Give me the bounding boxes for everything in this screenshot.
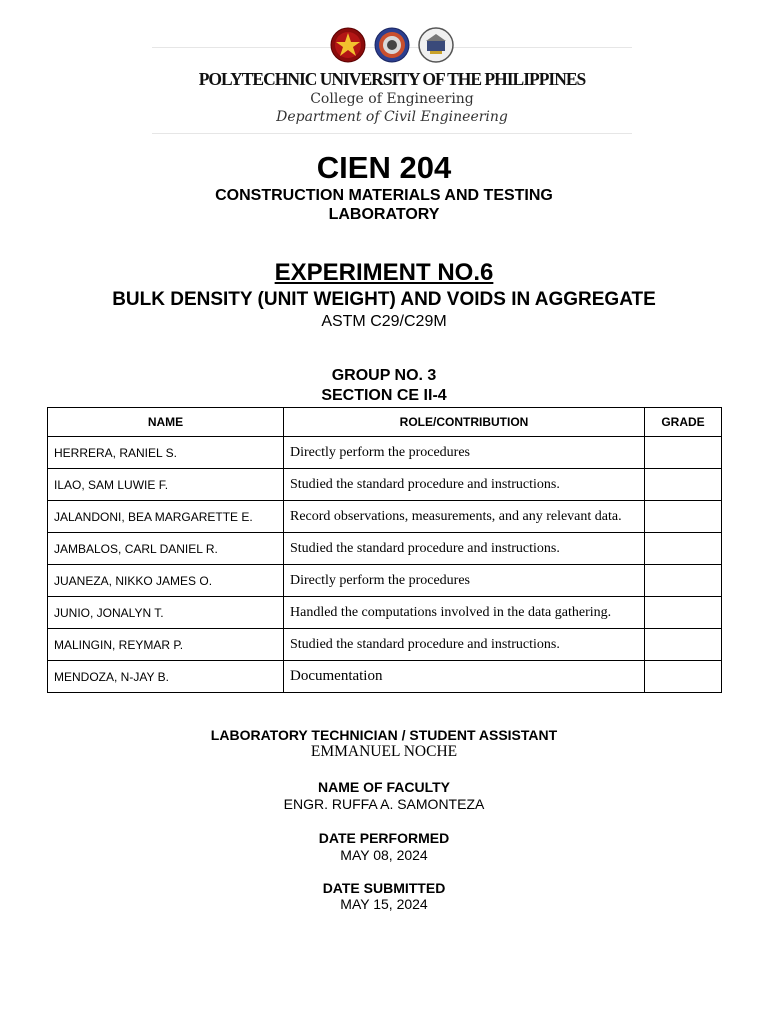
letterhead	[152, 25, 632, 135]
member-name: JAMBALOS, CARL DANIEL R.	[48, 533, 284, 565]
department-name: Department of Civil Engineering	[276, 109, 508, 125]
member-grade	[645, 533, 722, 565]
course-title	[0, 186, 768, 224]
date-submitted-label: DATE SUBMITTED	[322, 880, 446, 896]
table-row	[48, 469, 722, 501]
member-role: Studied the standard procedure and instructions.	[284, 469, 645, 501]
table-header-row	[48, 408, 722, 437]
group-number: GROUP NO. 3	[331, 367, 437, 384]
header-name: NAME	[48, 408, 284, 437]
college-name: College of Engineering	[310, 91, 474, 107]
member-role: Record observations, measurements, and any relevant data.	[284, 501, 645, 533]
group-info	[0, 366, 768, 406]
table-row	[48, 661, 722, 693]
member-role: Documentation	[284, 661, 645, 693]
member-role: Directly perform the procedures	[284, 565, 645, 597]
member-grade	[645, 629, 722, 661]
table-row	[48, 437, 722, 469]
members-table	[47, 407, 722, 693]
member-name: JUNIO, JONALYN T.	[48, 597, 284, 629]
section-name: SECTION CE II-4	[321, 387, 447, 404]
member-grade	[645, 661, 722, 693]
member-name: HERRERA, RANIEL S.	[48, 437, 284, 469]
logo-row	[152, 27, 632, 67]
header-role: ROLE/CONTRIBUTION	[284, 408, 645, 437]
civil-engineering-department-logo	[418, 27, 454, 63]
experiment-standard: ASTM C29/C29M	[321, 313, 447, 330]
member-name: JALANDONI, BEA MARGARETTE E.	[48, 501, 284, 533]
university-name: POLYTECHNIC UNIVERSITY OF THE PHILIPPINES	[198, 69, 586, 89]
faculty-label: NAME OF FACULTY	[318, 779, 450, 795]
course-title-line2: LABORATORY	[328, 206, 440, 223]
experiment-number: EXPERIMENT NO.6	[274, 259, 494, 286]
date-submitted-value: MAY 15, 2024	[340, 896, 428, 912]
member-grade	[645, 501, 722, 533]
technician-label: LABORATORY TECHNICIAN / STUDENT ASSISTANT	[210, 727, 558, 743]
table-row	[48, 629, 722, 661]
table-row	[48, 533, 722, 565]
member-role: Handled the computations involved in the data gathering.	[284, 597, 645, 629]
member-grade	[645, 437, 722, 469]
member-grade	[645, 565, 722, 597]
faculty-value: ENGR. RUFFA A. SAMONTEZA	[283, 796, 485, 812]
member-name: JUANEZA, NIKKO JAMES O.	[48, 565, 284, 597]
college-of-engineering-logo	[374, 27, 410, 63]
letterhead-bottom-rule	[152, 133, 632, 134]
table-row	[48, 501, 722, 533]
date-performed-value: MAY 08, 2024	[340, 847, 428, 863]
header-grade: GRADE	[645, 408, 722, 437]
table-row	[48, 597, 722, 629]
member-grade	[645, 597, 722, 629]
member-role: Studied the standard procedure and instructions.	[284, 629, 645, 661]
member-name: MALINGIN, REYMAR P.	[48, 629, 284, 661]
table-row	[48, 565, 722, 597]
date-performed-label: DATE PERFORMED	[318, 830, 450, 846]
course-title-line1: CONSTRUCTION MATERIALS AND TESTING	[215, 187, 553, 204]
member-name: MENDOZA, N-JAY B.	[48, 661, 284, 693]
course-code: CIEN 204	[316, 150, 452, 185]
member-grade	[645, 469, 722, 501]
technician-value: EMMANUEL NOCHE	[310, 743, 458, 760]
pup-seal-logo	[330, 27, 366, 63]
member-name: ILAO, SAM LUWIE F.	[48, 469, 284, 501]
member-role: Studied the standard procedure and instructions.	[284, 533, 645, 565]
experiment-title: BULK DENSITY (UNIT WEIGHT) AND VOIDS IN AGGREGATE	[112, 289, 656, 310]
member-role: Directly perform the procedures	[284, 437, 645, 469]
